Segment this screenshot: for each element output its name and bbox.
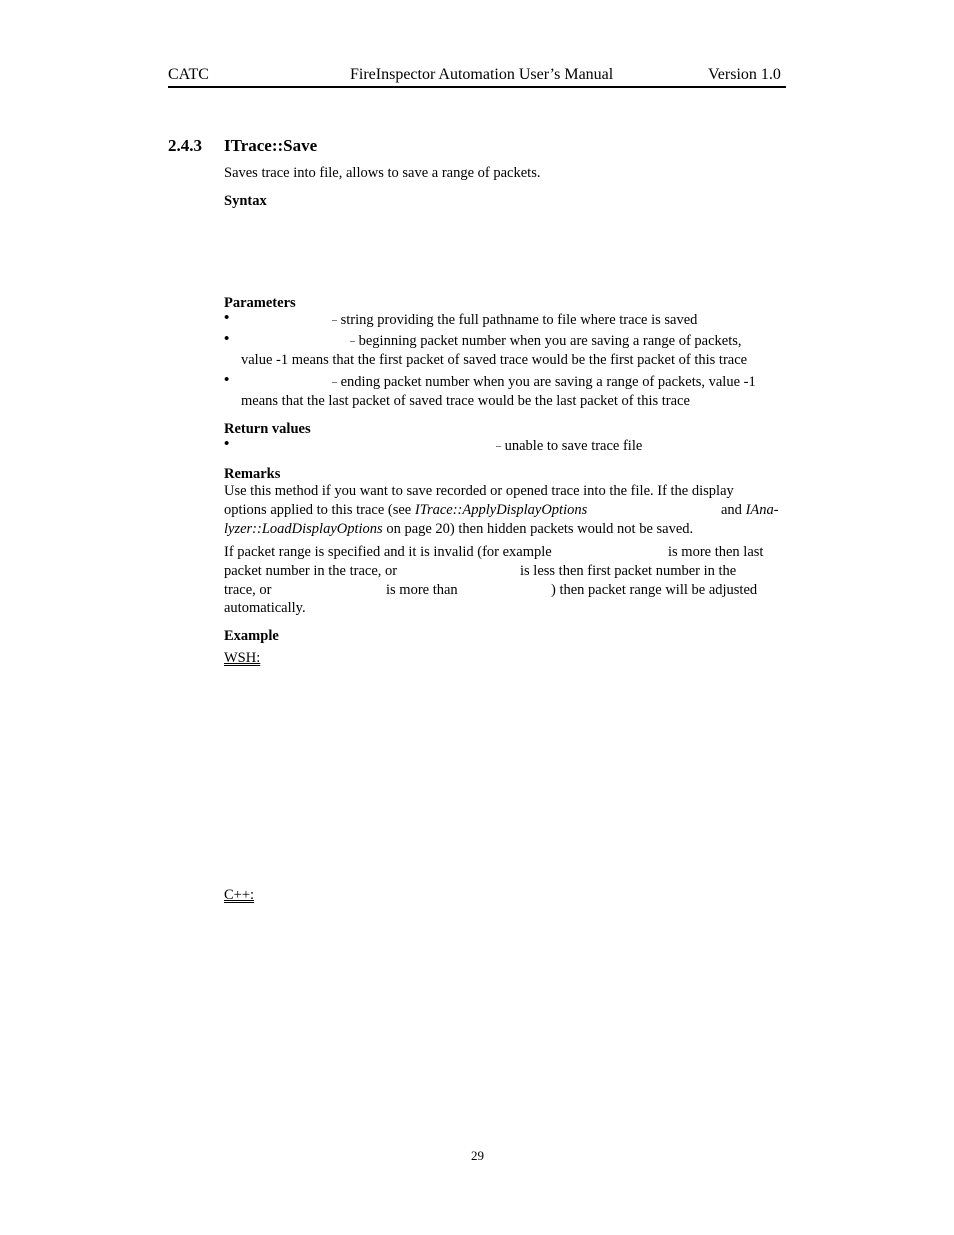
parameter-text: beginning packet number when you are saving a range of packets,: [358, 333, 742, 349]
parameter-bullet: •: [224, 372, 230, 388]
header-version: Version 1.0: [708, 66, 781, 83]
example-cpp-label: C++:: [224, 887, 255, 903]
return-value-text: unable to save trace file: [504, 438, 643, 454]
remarks-p2-text: packet number in the trace, or: [224, 563, 398, 579]
remarks-link-apply-display-options: ITrace::ApplyDisplayOptions: [414, 502, 588, 518]
remarks-text: and: [721, 502, 746, 518]
parameter-bullet: •: [224, 310, 230, 326]
parameter-text-cont: value -1 means that the first packet of saved trace would be the first packet of this trace: [241, 352, 748, 368]
dash-mark: –: [350, 336, 355, 347]
remarks-p2-text: is more then last: [668, 544, 764, 560]
remarks-p2-text: If packet range is specified and it is invalid (for example: [224, 544, 552, 560]
parameter-item: [350, 332, 742, 351]
dash-mark: –: [332, 377, 337, 388]
parameter-text: ending packet number when you are saving a range of packets, value -1: [340, 374, 756, 390]
page-number: 29: [471, 1148, 484, 1163]
remarks-link-load-display-options: lyzer::LoadDisplayOptions: [224, 521, 383, 537]
dash-mark: –: [496, 441, 501, 452]
remarks-text: on page 20) then hidden packets would not be saved.: [382, 521, 694, 537]
remarks-p2-text: ) then packet range will be adjusted: [551, 582, 758, 598]
parameter-text: string providing the full pathname to file where trace is saved: [340, 312, 698, 328]
example-heading: Example: [224, 628, 279, 644]
section-description: Saves trace into file, allows to save a range of packets.: [224, 165, 541, 181]
remarks-p2-text: automatically.: [224, 600, 306, 616]
remarks-line: Use this method if you want to save recorded or opened trace into the file. If the display: [224, 483, 734, 499]
remarks-p2-text: is more than: [386, 582, 458, 598]
parameter-bullet: •: [224, 331, 230, 347]
parameter-item: [332, 311, 697, 330]
parameter-text-cont: means that the last packet of saved trace would be the last packet of this trace: [241, 393, 690, 409]
return-value-item: [496, 437, 642, 456]
remarks-p2-text: trace, or: [224, 582, 272, 598]
section-number: 2.4.3: [168, 136, 202, 155]
header-left: CATC: [168, 66, 209, 83]
remarks-link-ianalyzer: IAna-: [745, 502, 779, 518]
remarks-line: [224, 501, 587, 520]
return-bullet: •: [224, 436, 230, 452]
dash-mark: –: [332, 315, 337, 326]
header-rule: [168, 86, 786, 88]
return-values-heading: Return values: [224, 421, 311, 437]
remarks-text: options applied to this trace (see: [224, 502, 415, 518]
parameter-item: [332, 373, 756, 392]
header-title: FireInspector Automation User’s Manual: [350, 66, 614, 83]
example-wsh-label: WSH:: [224, 650, 261, 666]
syntax-heading: Syntax: [224, 193, 267, 209]
remarks-line: [224, 520, 693, 539]
parameters-heading: Parameters: [224, 295, 296, 311]
section-title: ITrace::Save: [224, 136, 318, 155]
remarks-line-tail: [721, 501, 779, 520]
remarks-heading: Remarks: [224, 466, 281, 482]
remarks-p2-text: is less then first packet number in the: [520, 563, 737, 579]
